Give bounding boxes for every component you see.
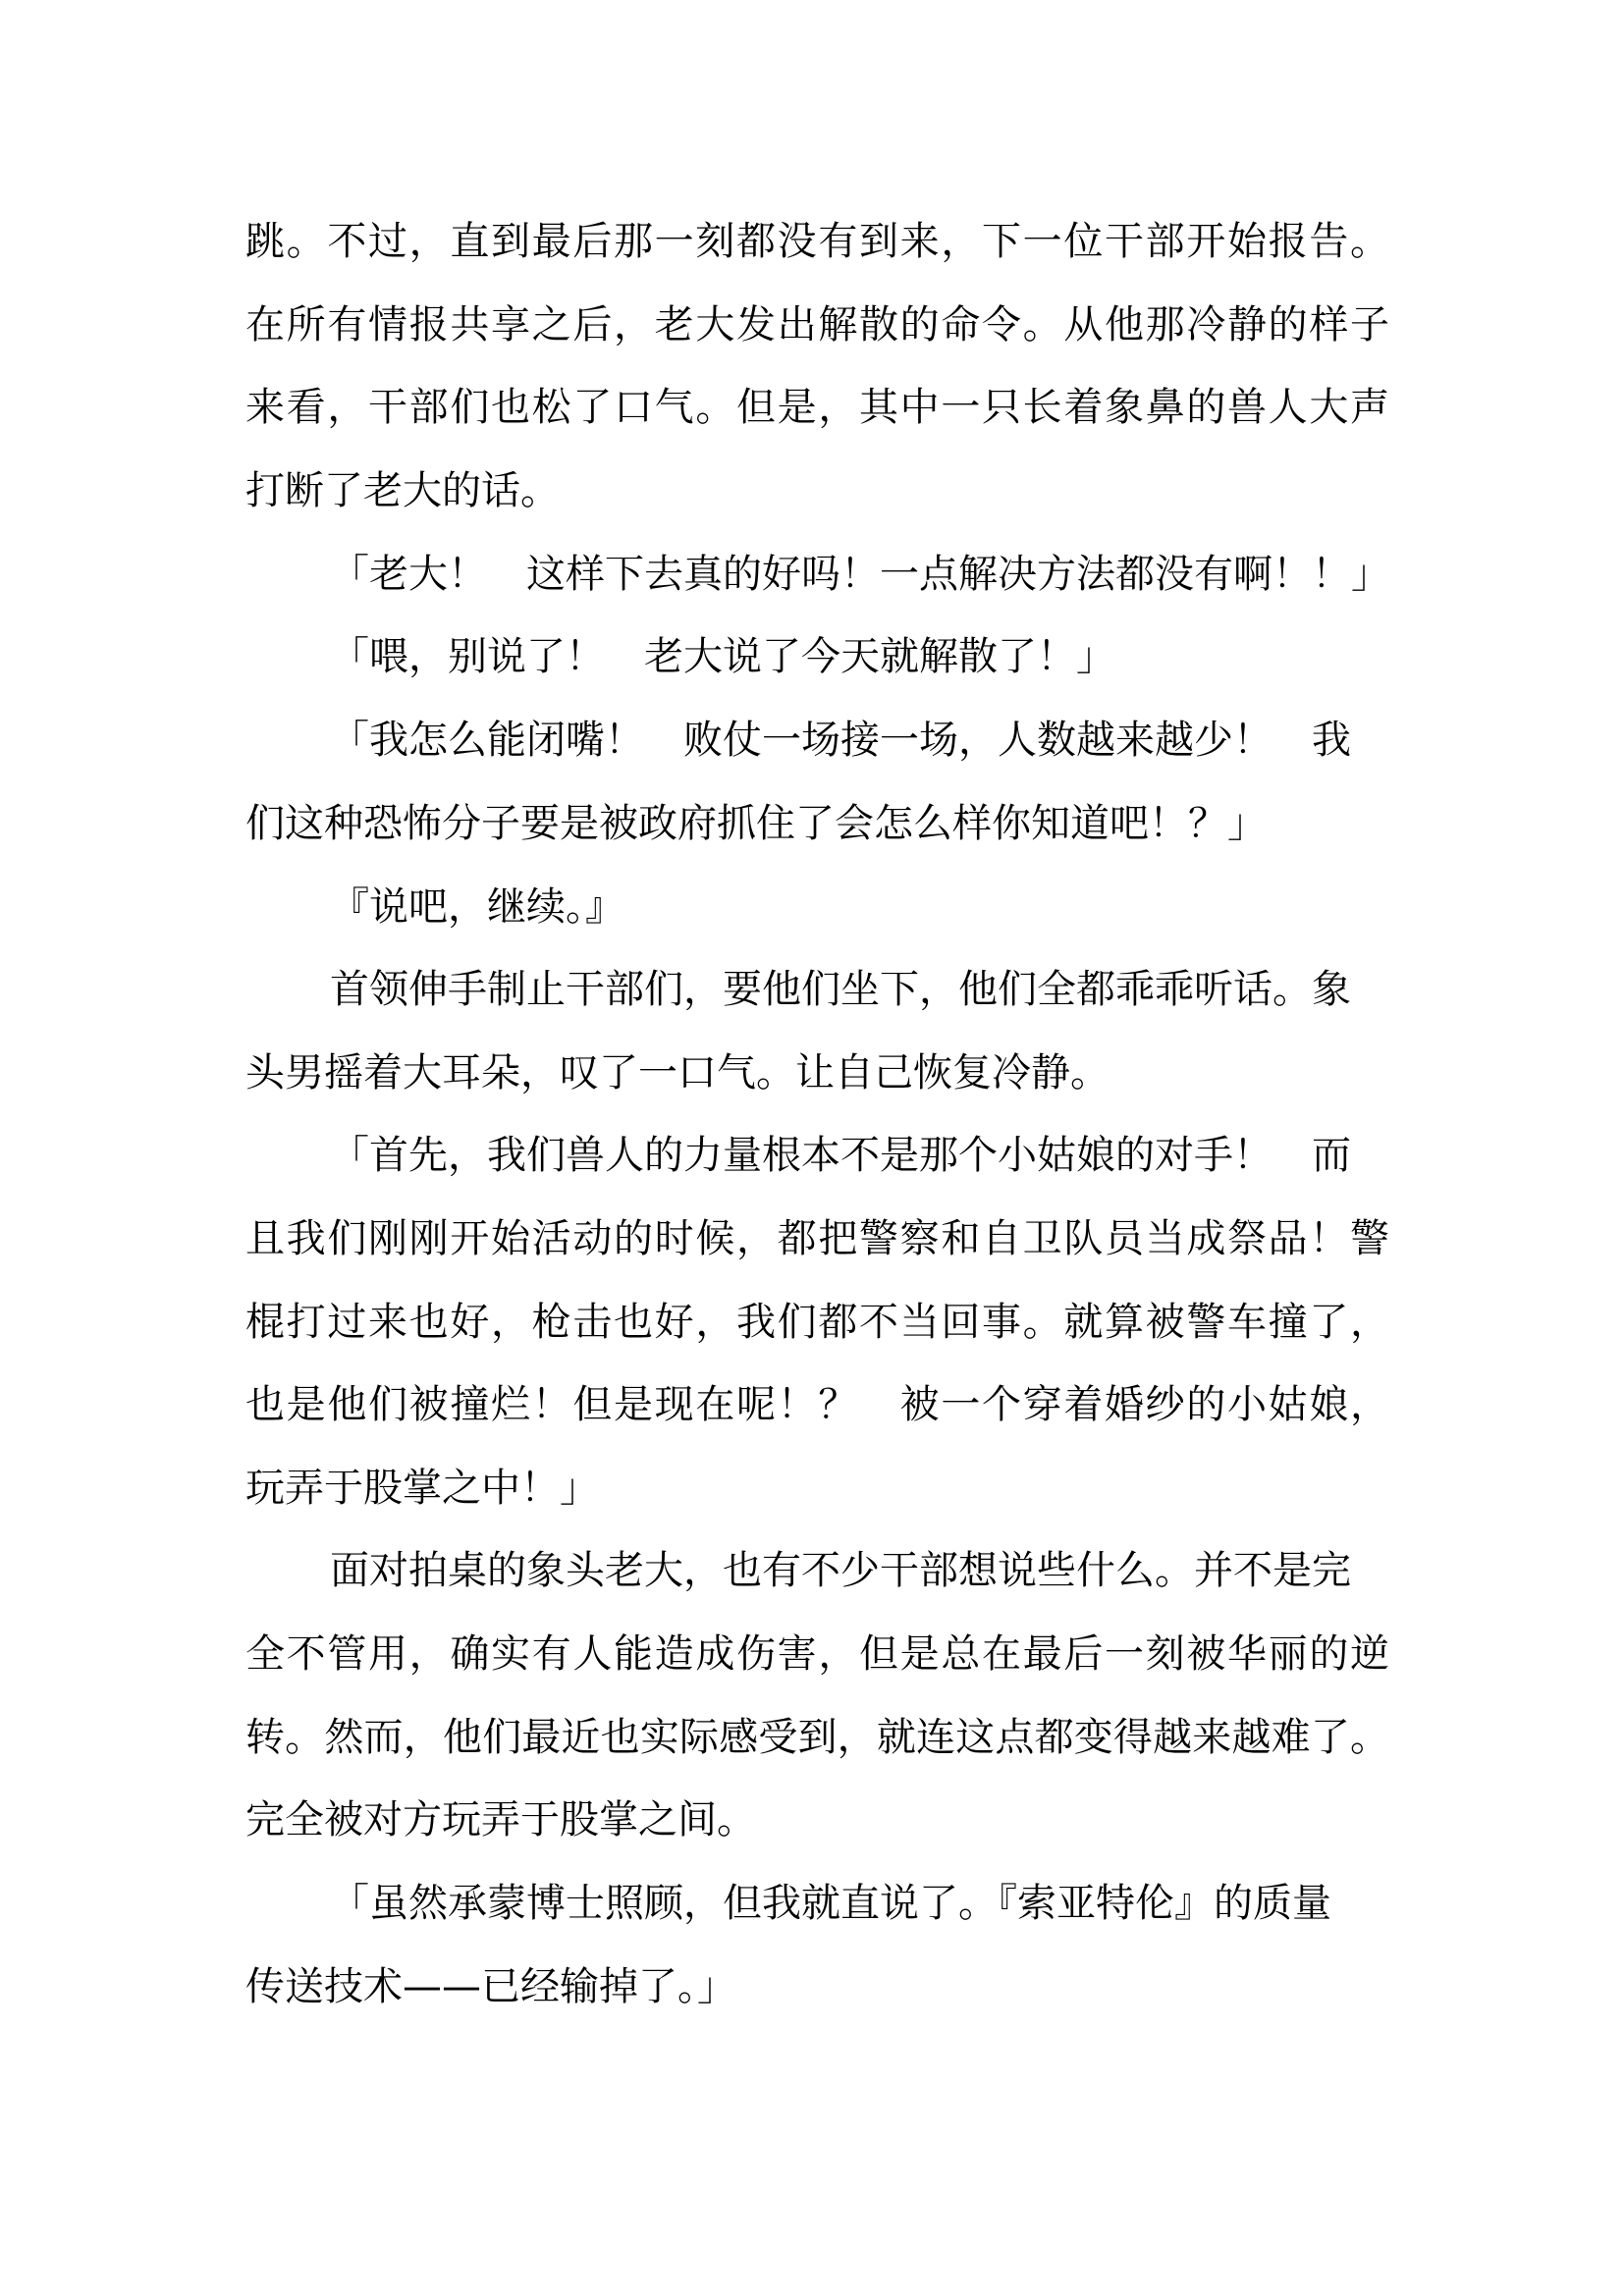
dialogue-line: 传送技术——已经输掉了。」 [245,1964,736,2009]
dialogue-line: 「我怎么能闭嘴！ 败仗一场接一场，人数越来越少！ 我 [330,718,1351,763]
text-line: 在所有情报共享之后，老大发出解散的命令。从他那冷静的样子 [245,302,1389,347]
text-line: 打断了老大的话。 [245,468,560,513]
dialogue-line: 们这种恐怖分子要是被政府抓住了会怎么样你知道吧！？」 [245,801,1267,846]
dialogue-line: 『说吧，继续。』 [330,884,624,930]
dialogue-line: 棍打过来也好，枪击也好，我们都不当回事。就算被警车撞了， [245,1300,1389,1345]
text-line: 头男摇着大耳朵，叹了一口气。让自己恢复冷静。 [245,1050,1110,1095]
text-line: 来看，干部们也松了口气。但是，其中一只长着象鼻的兽人大声 [245,385,1389,430]
dialogue-line: 「首先，我们兽人的力量根本不是那个小姑娘的对手！ 而 [330,1133,1351,1178]
text-line: 面对拍桌的象头老大，也有不少干部想说些什么。并不是完 [330,1548,1351,1593]
dialogue-line: 也是他们被撞烂！但是现在呢！？ 被一个穿着婚纱的小姑娘， [245,1382,1389,1427]
dialogue-line: 「喂，别说了！ 老大说了今天就解散了！」 [330,634,1115,679]
dialogue-line: 且我们刚刚开始活动的时候，都把警察和自卫队员当成祭品！警 [245,1216,1389,1261]
text-line: 全不管用，确实有人能造成伤害，但是总在最后一刻被华丽的逆 [245,1631,1389,1677]
dialogue-line: 玩弄于股掌之中！」 [245,1466,599,1511]
text-line: 转。然而，他们最近也实际感受到，就连这点都变得越来越难了。 [245,1715,1389,1760]
dialogue-line: 「老大！ 这样下去真的好吗！一点解决方法都没有啊！！」 [330,552,1390,597]
text-line: 首领伸手制止干部们，要他们坐下，他们全都乖乖听话。象 [330,967,1351,1012]
text-line: 跳。不过，直到最后那一刻都没有到来，下一位干部开始报告。 [245,219,1389,264]
text-line: 完全被对方玩弄于股掌之间。 [245,1797,756,1842]
dialogue-line: 「虽然承蒙博士照顾，但我就直说了。『索亚特伦』的质量 [330,1881,1331,1926]
